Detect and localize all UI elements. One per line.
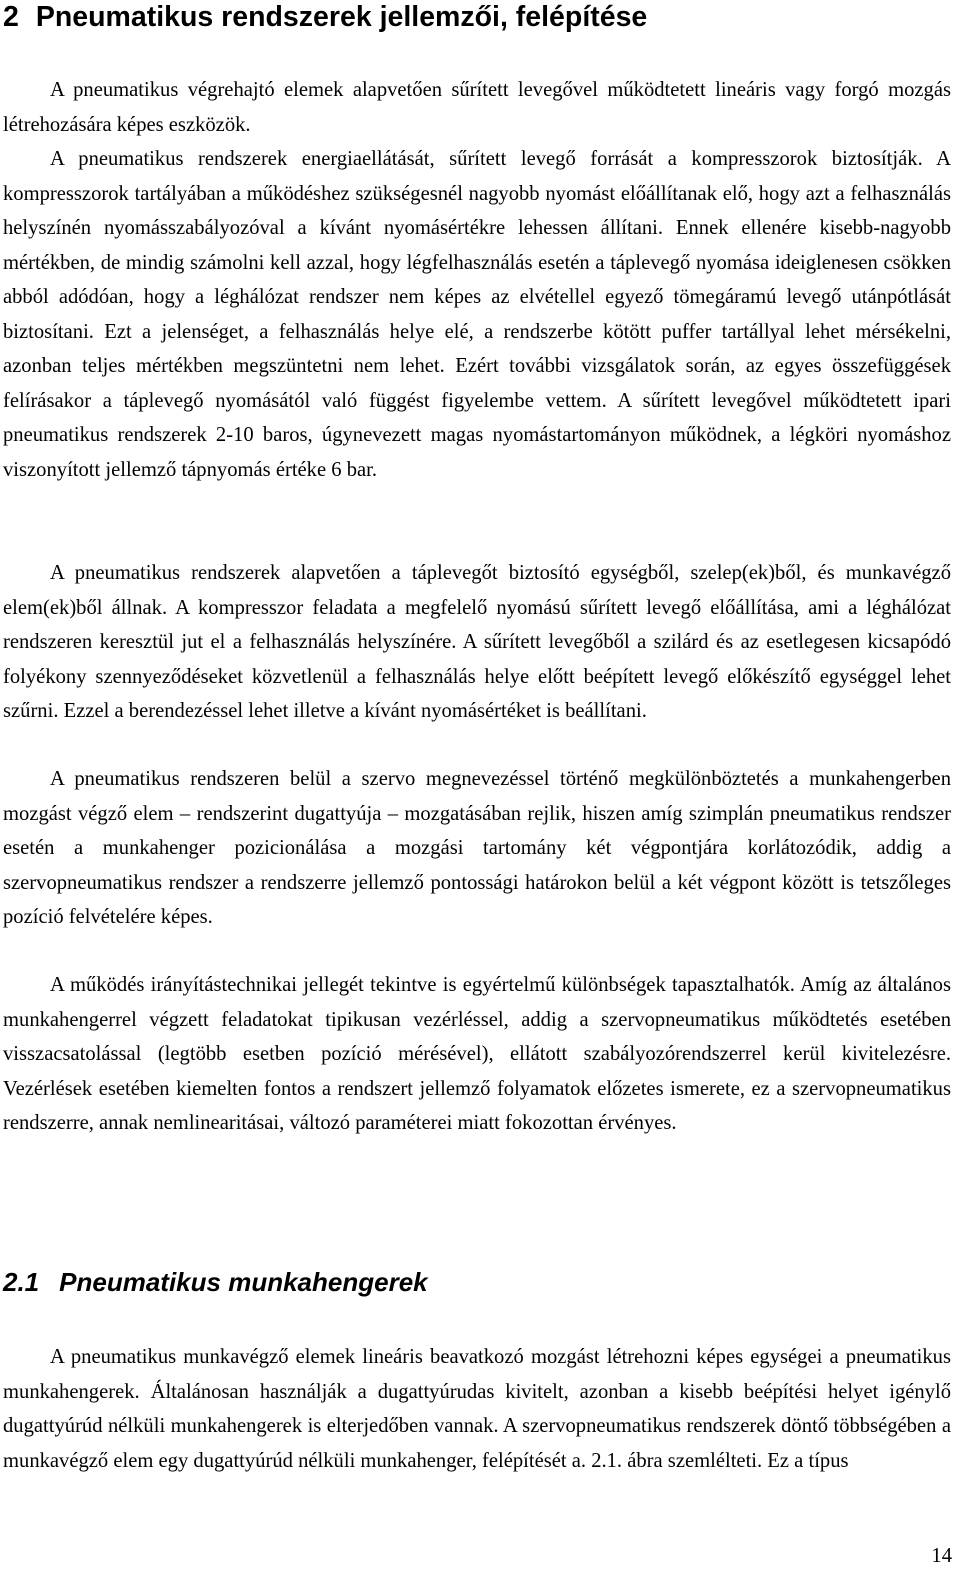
paragraph: A pneumatikus rendszerek alapvetően a táplevegőt biztosító egységből, szelep(ek)ből, és munkavégző elem(ek)ből állnak. A kompresszor feladata a megfelelő nyomású sűrített levegő előállítása, ami a léghálózat rendszeren keresztül jut el a felhasználás helyszínére. A sűrített levegőből a szilárd és az esetlegesen kicsapódó folyékony szennyeződéseket közvetlenül a felhasználás helye előtt beépített levegő előkészítő egységgel lehet szűrni. Ezzel a berendezéssel lehet illetve a kívánt nyomásértéket is beállítani. [3, 562, 951, 722]
section-number: 2 [3, 1, 19, 33]
paragraph: A pneumatikus végrehajtó elemek alapvetően sűrített levegővel működtetett lineáris vagy forgó mozgás létrehozására képes eszközök. [3, 79, 951, 136]
paragraph: A működés irányítástechnikai jellegét tekintve is egyértelmű különbségek tapasztalhatók. Amíg az általános munkahengerrel végzett feladatokat tipikusan vezérléssel, addig a szervopneumatikus működtetés esetében visszacsatolással (legtöbb esetben pozíció mérésével), ellátott szabályozórendszerrel kerül kivitelezésre. Vezérlések esetében kiemelten fontos a rendszert jellemző folyamatok előzetes ismerete, ez a szervopneumatikus rendszerre, annak nemlinearitásai, változó paraméterei miatt fokozottan érvényes. [3, 974, 951, 1134]
subsection-number: 2.1 [3, 1267, 40, 1297]
page-number: 14 [931, 1545, 952, 1567]
paragraph: A pneumatikus munkavégző elemek lineáris beavatkozó mozgást létrehozni képes egységei a pneumatikus munkahengerek. Általánosan használják a dugattyúrudas kivitelt, azonban a kisebb beépítési helyet igénylő dugattyúrúd nélküli munkahengerek is elterjedőben vannak. A szervopneumatikus rendszerek döntő többségében a munkavégző elem egy dugattyúrúd nélküli munkahenger, felépítését a. 2.1. ábra szemlélteti. Ez a típus [3, 1346, 951, 1472]
paragraph: A pneumatikus rendszerek energiaellátását, sűrített levegő forrását a kompresszorok biztosítják. A kompresszorok tartályában a működéshez szükségesnél nagyobb nyomást előállítanak elő, hogy azt a felhasználás helyszínén nyomásszabályozóval a kívánt nyomásértékre lehessen állítani. Ennek ellenére kisebb-nagyobb mértékben, de mindig számolni kell azzal, hogy légfelhasználás esetén a táplevegő nyomása ideiglenesen csökken abból adódóan, hogy a léghálózat rendszer nem képes az elvétellel egyező tömegáramú levegő utánpótlását biztosítani. Ezt a jelenséget, a felhasználás helye elé, a rendszerbe kötött puffer tartállyal lehet mérsékelni, azonban teljes mértékben megszüntetni nem lehet. Ezért további vizsgálatok során, az egyes összefüggések felírásakor a táplevegő nyomásától való függést figyelembe vettem. A sűrített levegővel működtetett ipari pneumatikus rendszerek 2-10 baros, úgynevezett magas nyomástartományon működnek, a légköri nyomáshoz viszonyított jellemző tápnyomás értéke 6 bar. [3, 148, 951, 481]
subsection-heading [3, 1265, 428, 1299]
paragraph: A pneumatikus rendszeren belül a szervo megnevezéssel történő megkülönböztetés a munkahengerben mozgást végző elem – rendszerint dugattyúja – mozgatásában rejlik, hiszen amíg szimplán pneumatikus rendszer esetén a munkahenger pozicionálása a mozgási tartomány két végpontjára korlátozódik, addig a szervopneumatikus rendszer a rendszerre jellemző pontossági határokon belül a két végpont között is tetszőleges pozíció felvételére képes. [3, 768, 951, 928]
section-title: Pneumatikus rendszerek jellemzői, felépítése [35, 1, 648, 33]
section-heading [3, 0, 647, 34]
subsection-title: Pneumatikus munkahengerek [59, 1267, 428, 1297]
